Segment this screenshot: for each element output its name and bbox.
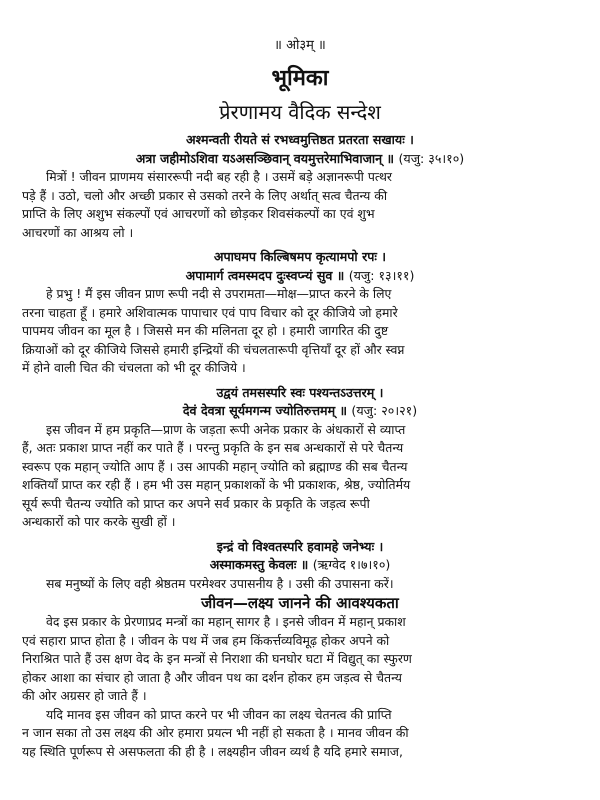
mantra-line (22, 384, 578, 403)
paragraph (22, 168, 578, 242)
mantra-line (22, 131, 578, 150)
mantra-text: अपामार्ग त्वमस्मदप दुःस्वप्न्यं सुव ॥ (185, 267, 345, 283)
paragraph-line: इस जीवन में हम प्रकृति—प्राण के जड़ता रूपी अनेक प्रकार के अंधकारों से व्याप्त (46, 421, 406, 437)
mantra-text: अस्माकमस्तु केवलः ॥ (209, 557, 309, 572)
paragraph-line: यह स्थिति पूर्णरूप से असफलता की ही है । लक्ष्यहीन जीवन व्यर्थ है यदि हमारे समाज, (22, 743, 403, 759)
paragraph-line: न जान सका तो उस लक्ष्य की ओर हमारा प्रयत्न भी नहीं हो सकता है । मानव जीवन की (22, 725, 409, 740)
paragraph-line: प्राप्ति के लिए अशुभ संकल्पों एवं आचरणों को छोड़कर शिवसंकल्पों का एवं शुभ (22, 206, 375, 221)
paragraph-line: सब मनुष्यों के लिए वही श्रेष्ठतम परमेश्वर उपासनीय है । उसी की उपासना करें। (46, 575, 394, 591)
section-heading: जीवन—लक्ष्य जानने की आवश्यकता (201, 594, 399, 612)
om-invocation: ॥ ओ३म् ॥ (274, 38, 326, 53)
paragraph (22, 421, 578, 532)
paragraph-line: निराश्रित पाते हैं उस क्षण वेद के इन मन्त्रों से निराशा की घनघोर घटा में विद्युत् का स्फुरण (22, 651, 412, 666)
mantra-line (22, 538, 578, 557)
paragraph-line: आचरणों का आश्रय लो । (22, 224, 134, 240)
mantra-text: अपाघमप किल्बिषमप कृत्यामपो रपः । (213, 249, 387, 264)
paragraph-line: मित्रों ! जीवन प्राणमय संसाररूपी नदी बह रही है । उसमें बड़े अज्ञानरूपी पत्थर (46, 169, 392, 184)
paragraph-line: यदि मानव इस जीवन को प्राप्त करने पर भी जीवन का लक्ष्य चेतनत्व की प्राप्ति (46, 706, 392, 722)
final-paragraph (22, 613, 578, 761)
paragraph (22, 575, 578, 594)
paragraph-line: होकर आशा का संचार हो जाता है और जीवन पथ का दर्शन होकर हम जड़त्व से चैतन्य (22, 669, 402, 685)
mantra-sections (22, 131, 578, 593)
mantra-line (22, 556, 578, 575)
paragraph-line: क्रियाओं को दूर कीजिये जिससे हमारी इन्द्रियों की चंचलतारूपी वृत्तियाँ दूर हों और स्वप्न (22, 341, 405, 357)
verse-reference: (यजु: ३५।१०) (398, 150, 465, 166)
mantra-text: देवं देवत्रा सूर्यमगन्म ज्योतिरुत्तमम् ॥ (182, 403, 348, 418)
paragraph-line: हैं, अतः प्रकाश प्राप्त नहीं कर पाते हैं । परन्तु प्रकृति के इन सब अन्धकारों से परे चैतन्य (22, 440, 404, 455)
mantra-line (22, 248, 578, 267)
verse-reference: (यजु: १३।११) (348, 267, 415, 283)
paragraph-line: स्वरूप एक महान् ज्योति आप हैं । उस आपकी महान् ज्योति को ब्रह्माण्ड की सब चैतन्य (22, 458, 408, 474)
paragraph (22, 285, 578, 378)
mantra-text: उद्वयं तमसस्परि स्वः पश्यन्तऽउत्तरम् । (216, 384, 384, 400)
verse-reference: (यजु: २०।२१) (351, 403, 418, 418)
paragraph-line: शक्तियाँ प्राप्त कर रही हैं । हम भी उस महान् प्रकाशकों के भी प्रकाशक, श्रेष्ठ, ज्योतिर्मय (22, 477, 411, 492)
mantra-text: अत्रा जहीमोऽशिवा यऽअसञ्छिवान् वयमुत्तरेमाभिवाजान् ॥ (135, 150, 395, 166)
paragraph-line: हे प्रभु ! मैं इस जीवन प्राण रूपी नदी से उपरामता—मोक्ष—प्राप्त करने के लिए (46, 286, 392, 301)
paragraph-line: अन्धकारों को पार करके सुखी हों । (22, 514, 176, 529)
page-title: भूमिका (271, 66, 329, 91)
mantra-text: अश्मन्वती रीयते सं रभध्वमुत्तिष्ठत प्रतरता सखायः । (186, 132, 414, 147)
paragraph-line: पापमय जीवन का मूल है । जिससे मन की मलिनता दूर हो । हमारी जागरित की दुष्ट (22, 323, 389, 338)
verse-reference: (ऋग्वेद १।७।१०) (312, 557, 391, 572)
mantra-line (22, 267, 578, 286)
paragraph-line: एवं सहारा प्राप्त होता है । जीवन के पथ में जब हम किंकर्त्तव्यविमूढ़ होकर अपने को (22, 632, 390, 648)
paragraph-line: सूर्य रूपी चैतन्य ज्योति को प्राप्त कर अपने सर्व प्रकार के प्रकृति के जड़त्व रूपी (22, 495, 370, 511)
mantra-line (22, 150, 578, 169)
paragraph-line: पड़े हैं । उठो, चलो और अच्छी प्रकार से उसको तरने के लिए अर्थात् सत्व चैतन्य की (22, 187, 388, 203)
paragraph-line: तरना चाहता हूँ । हमारे अशिवात्मक पापाचार एवं पाप विचार को दूर कीजिये जो हमारे (22, 304, 398, 320)
mantra-text: इन्द्रं वो विश्वतस्परि हवामहे जनेभ्यः । (216, 538, 384, 554)
mantra-line (22, 402, 578, 421)
page-subtitle: प्रेरणामय वैदिक सन्देश (219, 100, 381, 124)
paragraph-line: में होने वाली चित की चंचलता को भी दूर कीजिये । (22, 360, 246, 375)
paragraph-line: वेद इस प्रकार के प्रेरणाप्रद मन्त्रों का महान् सागर है । इनसे जीवन में महान् प्रकाश (46, 614, 406, 629)
paragraph-line: की ओर अग्रसर हो जाते हैं । (22, 688, 147, 703)
